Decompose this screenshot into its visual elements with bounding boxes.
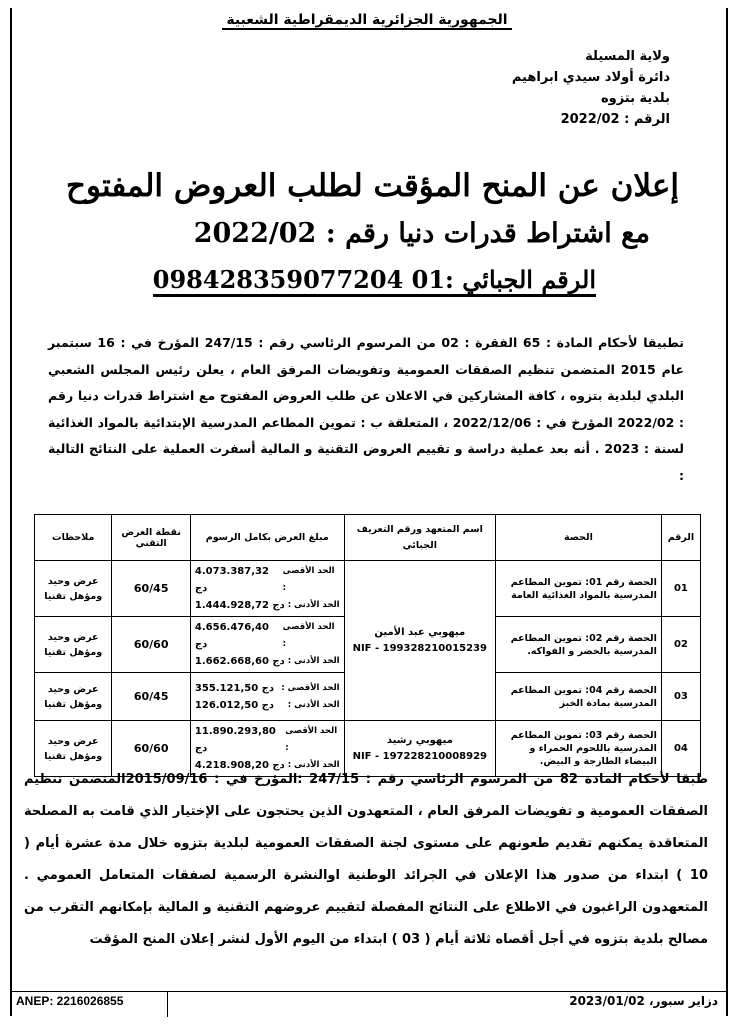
amount-min: 1.444.928,72 دج	[194, 600, 285, 611]
note-single-offer: عرض وحيد	[47, 575, 99, 587]
row-lot: الحصة رقم 03: تموين المطاعم المدرسية باللحوم الحمراء و البيضاء الطازجة و البيض.	[496, 721, 662, 777]
max-label: الحد الأقصى :	[281, 682, 340, 693]
row-num: 01	[661, 561, 700, 617]
amount-min: 4.218.908,20 دج	[194, 760, 285, 771]
daira-line: دائرة أولاد سيدي ابراهيم	[511, 70, 670, 85]
amount-max: 4.656.476,40 دج	[194, 622, 269, 650]
row-num: 03	[661, 673, 700, 721]
header-amount: مبلغ العرض بكامل الرسوم	[190, 515, 344, 561]
announcement-title: إعلان عن المنح المؤقت لطلب العروض المفتوح	[65, 168, 679, 204]
footer-rule	[10, 991, 728, 992]
header-num: الرقم	[661, 515, 700, 561]
fiscal-id-line	[153, 265, 596, 294]
row-notes	[35, 617, 112, 673]
row-notes	[35, 561, 112, 617]
row-num: 02	[661, 617, 700, 673]
header-lot: الحصة	[496, 515, 662, 561]
amount-min: 126.012,50 دج	[194, 699, 274, 711]
amount-max: 4.073.387,32 دج	[194, 566, 269, 594]
header-bidder: اسم المتعهد ورقم التعريف الجبائي	[344, 515, 495, 561]
note-qualified: ومؤهل تقنيا	[44, 698, 103, 710]
reference-line: الرقم : 2022/02	[560, 112, 670, 127]
max-label: الحد الأقصى :	[285, 726, 338, 753]
min-label: الحد الأدنى :	[287, 600, 340, 610]
wilaya-line: ولاية المسيلة	[585, 49, 670, 64]
amount-max: 11.890.293,80 دج	[194, 726, 276, 754]
administration-block	[512, 46, 670, 130]
header-notes: ملاحظات	[35, 515, 112, 561]
announcement-subtitle: مع اشتراط قدرات دنيا رقم : 2022/02	[193, 218, 650, 249]
row-amount	[190, 617, 344, 673]
republic-header	[0, 12, 734, 28]
note-qualified: ومؤهل تقنيا	[44, 590, 103, 602]
bidder-b-nif: NIF - 197228210008929	[352, 750, 487, 762]
max-label: الحد الأقصى :	[282, 622, 335, 649]
footer-divider	[167, 991, 168, 1017]
row-lot: الحصة رقم 02: تموين المطاعم المدرسية بالخضر و الفواكه.	[496, 617, 662, 673]
republic-title: الجمهورية الجزائرية الديمقراطية الشعبية	[222, 12, 511, 30]
amount-min: 1.662.668,60 دج	[194, 656, 285, 667]
row-num: 04	[661, 721, 700, 777]
row-score: 60/60	[112, 617, 190, 673]
appeal-paragraph: طبقا لأحكام المادة 82 من المرسوم الرئاسي رقم : 247/15 :المؤرخ في : 2015/09/16المتضمن تنظيم الصفقات العمومية و تفويضات المرفق العام ، المتعهدون الذين يحتجون على الإختيار الذي قامت به المصلحة المتعاقدة يمكنهم تقديم طعونهم على مستوى لجنة الصفقات العمومية لبلدية بتزوه خلال مدة عشرة أيام ( 10 ) ابتداء من صدور هذا الإعلان في الجرائد الوطنية اوالنشرة الرسمية لصفقات المتعامل العمومي . المتعهدون الراغبون في الاطلاع على النتائج المفصلة لتقييم عروضهم التقنية و المالية بإمكانهم التقرب من مصالح بلدية بتزوه في أجل أقصاه ثلاثة أيام ( 03 ) ابتداء من اليوم الأول لنشر إعلان المنح المؤقت	[24, 772, 708, 947]
note-qualified: ومؤهل تقنيا	[44, 750, 103, 762]
min-label: الحد الأدنى :	[287, 760, 340, 770]
min-label: الحد الأدنى :	[287, 656, 340, 666]
bidder-b-name: ميهوبي رشيد	[386, 734, 453, 746]
header-score: نقطة العرض التقني	[112, 515, 190, 561]
row-score: 60/45	[112, 673, 190, 721]
publication-info: دزاير سبور، 2023/01/02	[569, 994, 718, 1008]
bidder-a-nif: NIF - 199328210015239	[352, 642, 487, 654]
note-single-offer: عرض وحيد	[47, 631, 99, 643]
results-table	[34, 514, 701, 777]
row-amount	[190, 561, 344, 617]
row-lot: الحصة رقم 04: تموين المطاعم المدرسية بمادة الخبز	[496, 673, 662, 721]
note-qualified: ومؤهل تقنيا	[44, 646, 103, 658]
bidder-a-name: ميهوبي عبد الأمين	[374, 626, 466, 638]
note-single-offer: عرض وحيد	[47, 735, 99, 747]
row-notes	[35, 673, 112, 721]
amount-max: 355.121,50 دج	[194, 682, 274, 694]
max-label: الحد الأقصى :	[282, 566, 335, 593]
min-label: الحد الأدنى :	[287, 699, 340, 710]
row-score: 60/45	[112, 561, 190, 617]
row-amount	[190, 673, 344, 721]
fiscal-id: الرقم الجبائي :01 098428359077204	[153, 265, 596, 297]
row-lot: الحصة رقم 01: تموين المطاعم المدرسية بالمواد الغذائية العامة	[496, 561, 662, 617]
intro-paragraph: تطبيقا لأحكام المادة : 65 الفقرة : 02 من المرسوم الرئاسي رقم : 247/15 المؤرخ في : 16 سبتمبر عام 2015 المتضمن تنظيم الصفقات العمومية وتفويضات المرفق العام ، يعلن رئيس المجلس الشعبي البلدي لبلدية بتزوه ، كافة المشاركين في الاعلان عن طلب العروض المفتوح مع اشتراط قدرات دنيا رقم : 2022/02 المؤرخ في : 2022/12/06 ، المتعلقة ب : تموين المطاعم المدرسية الإبتدائية بالمواد الغذائية لسنة : 2023 . أنه بعد عملية دراسة و تقييم العروض التقنية و المالية أسفرت العملية على النتائج التالية :	[48, 335, 684, 483]
note-single-offer: عرض وحيد	[47, 683, 99, 695]
table-header-row	[35, 515, 701, 561]
row-score: 60/60	[112, 721, 190, 777]
table-row	[35, 561, 701, 617]
commune-line: بلدية بتزوه	[600, 91, 670, 106]
anep-number: ANEP: 2216026855	[16, 994, 124, 1008]
bidder-a-cell	[344, 561, 495, 721]
